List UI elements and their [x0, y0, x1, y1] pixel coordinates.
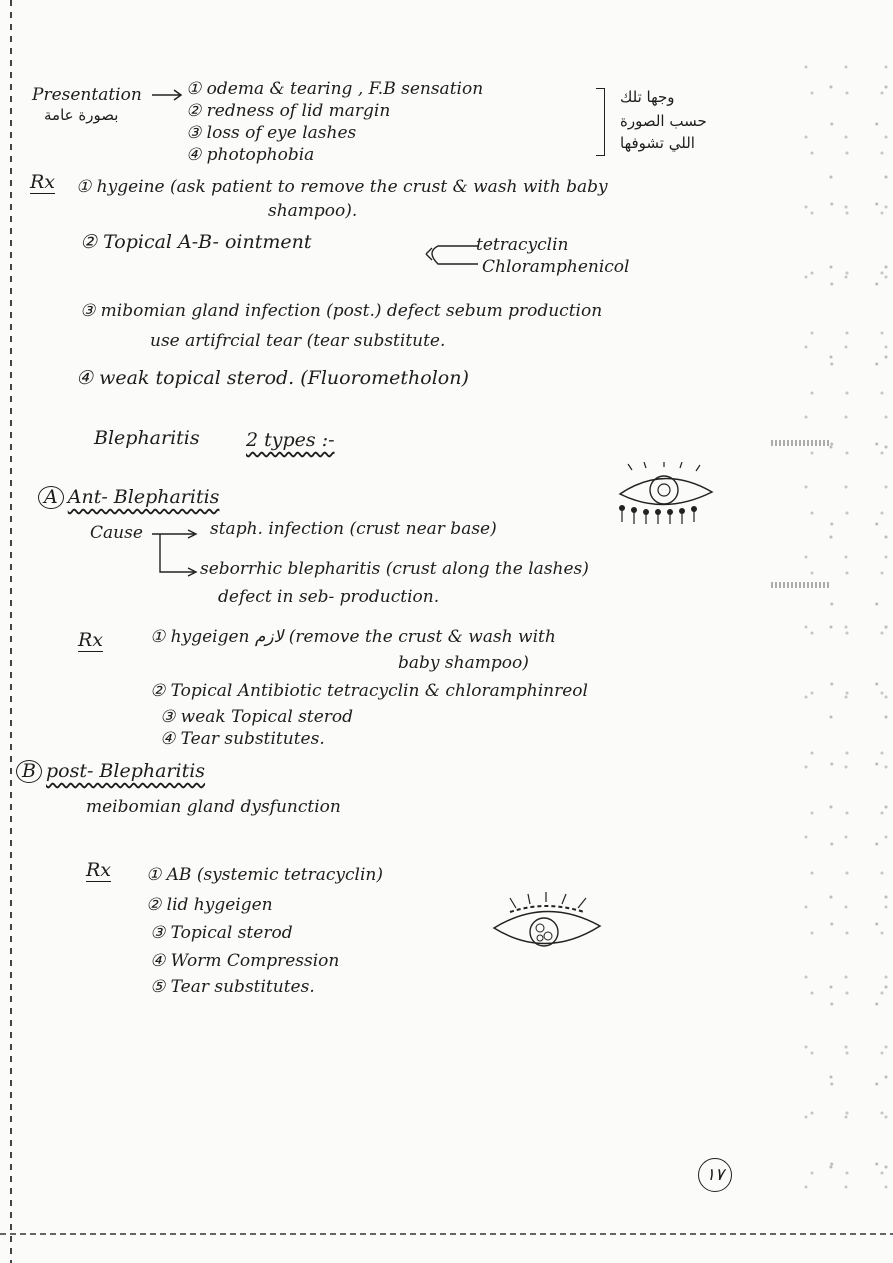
- cause-2-note: defect in seb- production.: [218, 587, 440, 607]
- page-number: ١٧: [698, 1158, 732, 1192]
- rx1-option-1: tetracyclin: [476, 235, 569, 255]
- section-a-marker: A: [38, 486, 64, 509]
- section-b-rx-5: ⑤ Tear substitutes.: [150, 977, 315, 997]
- section-b-rx-2: ② lid hygeigen: [146, 895, 273, 915]
- rx1-item-3-cont: use artifrcial tear (tear substitute.: [150, 331, 446, 351]
- section-b-rx-1: ① AB (systemic tetracyclin): [146, 865, 383, 885]
- section-b-heading: [16, 760, 205, 783]
- cause-1: staph. infection (crust near base): [210, 519, 497, 539]
- section-a-rx-label: Rx: [78, 629, 104, 651]
- presentation-item-2: ② redness of lid margin: [186, 101, 391, 121]
- section-a-rx-4: ④ Tear substitutes.: [160, 729, 325, 749]
- presentation-item-3: ③ loss of eye lashes: [186, 123, 357, 143]
- note-arabic-3: اللي تشوفها: [620, 134, 695, 152]
- presentation-item-4: ④ photophobia: [186, 145, 315, 165]
- rx1-item-4: ④ weak topical sterod. (Fluorometholon): [76, 367, 469, 389]
- section-a-title: Ant- Blepharitis: [67, 486, 220, 508]
- rx1-option-2: Chloramphenicol: [482, 257, 630, 277]
- cause-2: seborrhic blepharitis (crust along the lashes): [200, 559, 589, 579]
- section-a-rx-1: ① hygeigen لازم (remove the crust & wash with: [150, 627, 556, 647]
- section-b-title: post- Blepharitis: [45, 760, 206, 782]
- section-b-subtitle: meibomian gland dysfunction: [86, 797, 341, 817]
- branch-arrow-icon: [420, 238, 480, 272]
- arrow-icon: [150, 88, 186, 102]
- presentation-label: Presentation: [32, 85, 142, 105]
- presentation-item-1: ① odema & tearing , F.B sensation: [186, 79, 484, 99]
- rx1-item-1-cont: shampoo).: [268, 201, 358, 221]
- rx1-item-1: ① hygeine (ask patient to remove the crust & wash with baby: [76, 177, 608, 197]
- section-a-rx-2: ② Topical Antibiotic tetracyclin & chloramphinreol: [150, 681, 588, 701]
- scan-noise: [798, 60, 893, 1210]
- bracket: [596, 88, 605, 156]
- section-b-rx-3: ③ Topical sterod: [150, 923, 293, 943]
- section-a-rx-1-cont: baby shampoo): [398, 653, 529, 673]
- cause-arrows-icon: [150, 528, 202, 580]
- eye-sketch: [488, 892, 608, 966]
- bottom-line: [0, 1233, 893, 1235]
- blepharitis-types: 2 types :-: [246, 429, 335, 451]
- presentation-label-arabic: بصورة عامة: [44, 106, 119, 124]
- cause-label: Cause: [90, 523, 143, 543]
- note-arabic-1: وجها تلك: [620, 88, 675, 106]
- section-b-marker: B: [16, 760, 42, 783]
- section-b-rx-4: ④ Worm Compression: [150, 951, 340, 971]
- section-b-rx-label: Rx: [86, 859, 112, 881]
- rx1-item-3: ③ mibomian gland infection (post.) defect sebum production: [80, 301, 603, 321]
- scan-artifact: [771, 582, 831, 588]
- rx-label: Rx: [30, 171, 56, 193]
- section-a-heading: [38, 486, 219, 509]
- section-a-rx-3: ③ weak Topical sterod: [160, 707, 354, 727]
- blepharitis-title: Blepharitis: [94, 427, 200, 449]
- note-arabic-2: حسب الصورة: [620, 112, 707, 130]
- eye-lashes-sketch: [612, 462, 722, 530]
- scan-artifact: [771, 440, 831, 446]
- margin-line: [10, 0, 12, 1263]
- rx1-item-2: ② Topical A-B- ointment: [80, 231, 312, 253]
